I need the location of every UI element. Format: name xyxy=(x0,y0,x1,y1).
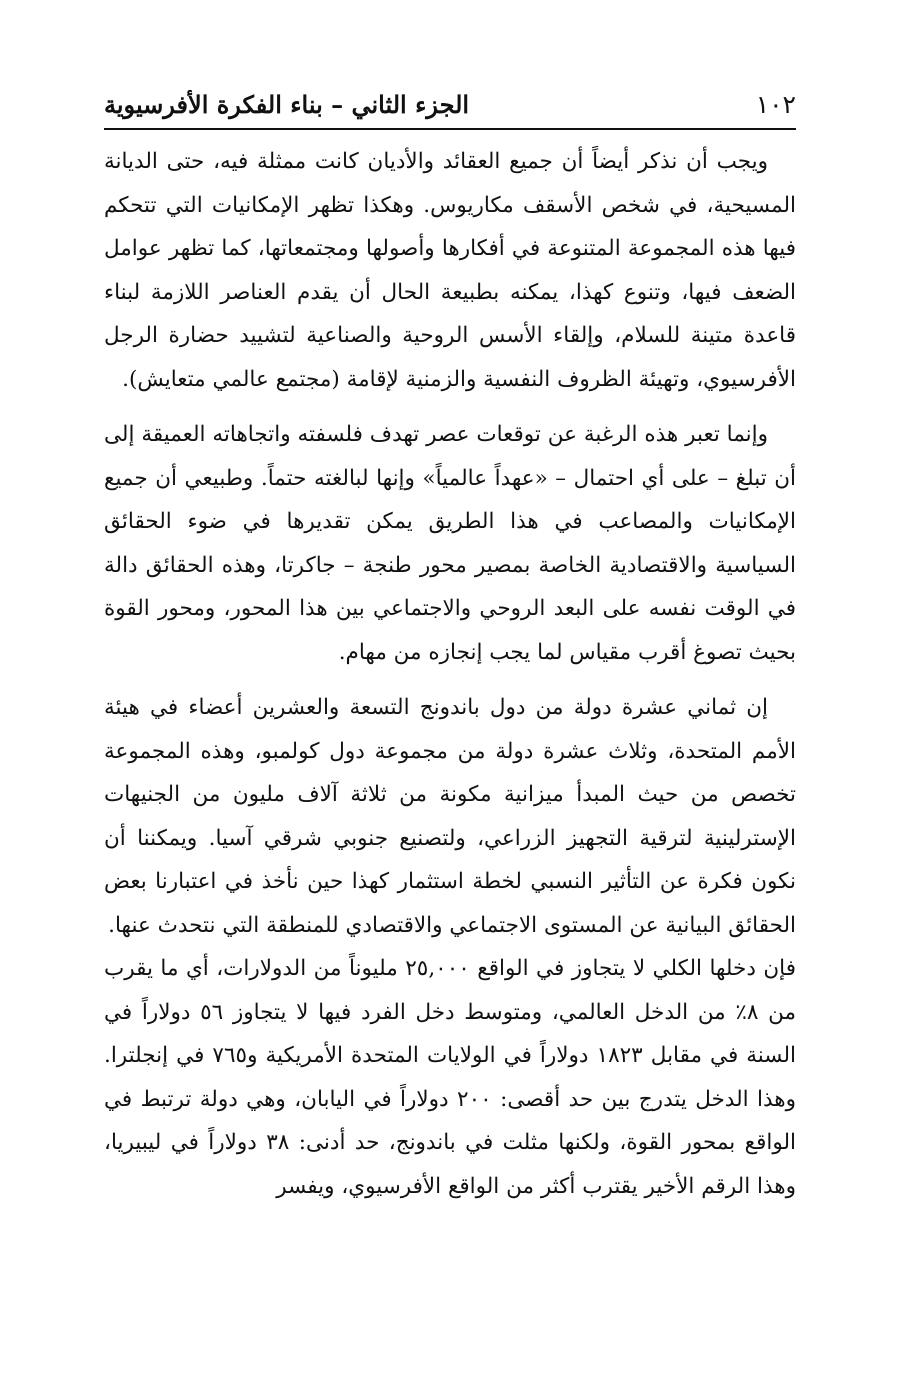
body-text xyxy=(104,140,796,1220)
paragraph-3: إن ثماني عشرة دولة من دول باندونج التسعة والعشرين أعضاء في هيئة الأمم المتحدة، وثلاث عشرة دولة من مجموعة دول كولمبو، وهذه المجموعة تخصص من حيث المبدأ ميزانية مكونة من ثلاثة آلاف مليون من الجنيهات الإسترلينية لترقية التجهيز الزراعي، ولتصنيع جنوبي شرقي آسيا. ويمكننا أن نكون فكرة عن التأثير النسبي لخطة استثمار كهذا حين نأخذ في اعتبارنا بعض الحقائق البيانية عن المستوى الاجتماعي والاقتصادي للمنطقة التي نتحدث عنها. xyxy=(104,695,796,938)
header-divider xyxy=(104,128,796,130)
page-number: ١٠٢ xyxy=(755,90,796,119)
paragraph-1: ويجب أن نذكر أيضاً أن جميع العقائد والأديان كانت ممثلة فيه، حتى الديانة المسيحية، في شخص الأسقف مكاريوس. وهكذا تظهر الإمكانيات التي تتحكم فيها هذه المجموعة المتنوعة في أفكارها وأصولها ومجتمعاتها، كما تظهر عوامل الضعف فيها، وتنوع كهذا، يمكنه بطبيعة الحال أن يقدم العناصر اللازمة لبناء قاعدة متينة للسلام، وإلقاء الأسس الروحية والصناعية لتشييد حضارة الرجل الأفرسيوي، وتهيئة الظروف النفسية والزمنية لإقامة (مجتمع عالمي متعايش). xyxy=(104,149,796,392)
chapter-title: الجزء الثاني – بناء الفكرة الأفرسيوية xyxy=(104,90,470,119)
paragraph-2: وإنما تعبر هذه الرغبة عن توقعات عصر تهدف فلسفته واتجاهاته العميقة إلى أن تبلغ – على أي احتمال – «عهداً عالمياً» وإنها لبالغته حتماً. وطبيعي أن جميع الإمكانيات والمصاعب في هذا الطريق يمكن تقديرها في ضوء الحقائق السياسية والاقتصادية الخاصة بمصير محور طنجة – جاكرتا، وهذه الحقائق دالة في الوقت نفسه على البعد الروحي والاجتماعي بين هذا المحور، ومحور القوة بحيث تصوغ أقرب مقياس لما يجب إنجازه من مهام. xyxy=(104,422,796,665)
running-header xyxy=(104,84,796,124)
paragraph-4: فإن دخلها الكلي لا يتجاوز في الواقع ٢٥,٠٠٠ مليوناً من الدولارات، أي ما يقرب من ٨٪ من الدخل العالمي، ومتوسط دخل الفرد فيها لا يتجاوز ٥٦ دولاراً في السنة في مقابل ١٨٢٣ دولاراً في الولايات المتحدة الأمريكية و٧٦٥ في إنجلترا. وهذا الدخل يتدرج بين حد أقصى: ٢٠٠ دولاراً في اليابان، وهي دولة ترتبط في الواقع بمحور القوة، ولكنها مثلت في باندونج، حد أدنى: ٣٨ دولاراً في ليبيريا، وهذا الرقم الأخير يقترب أكثر من الواقع الأفرسيوي، ويفسر xyxy=(104,956,797,1199)
